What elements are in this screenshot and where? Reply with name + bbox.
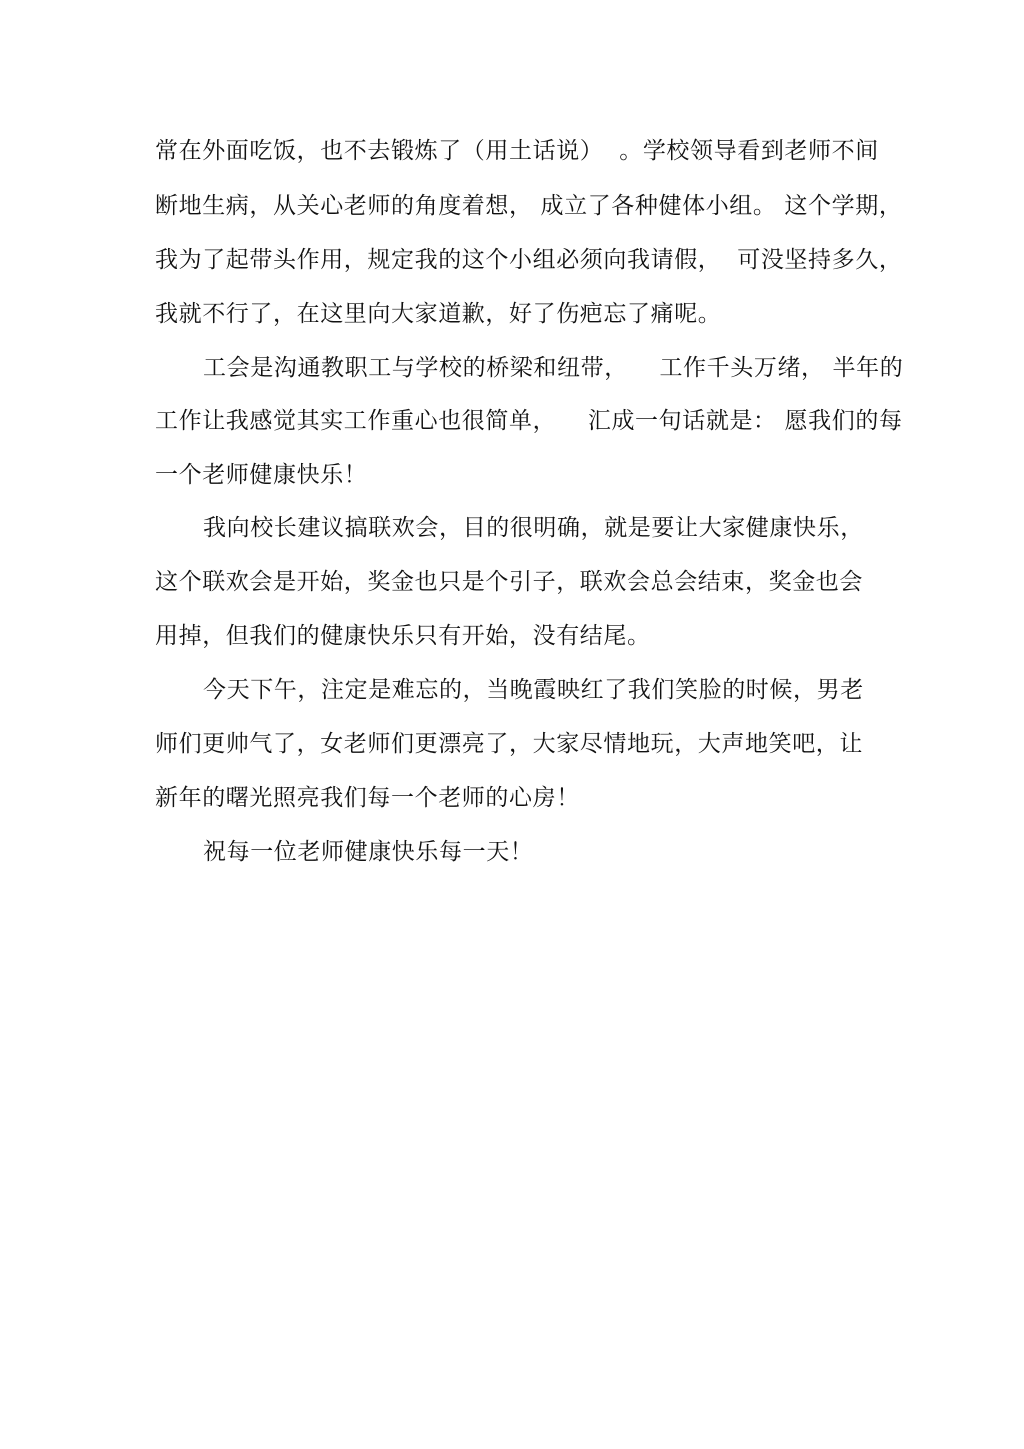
text-line: 一个老师健康快乐！ [155,462,368,488]
text-line: 这个联欢会是开始，奖金也只是个引子，联欢会总会结束，奖金也会 [155,569,863,595]
text-line: 断地生病，从关心老师的角度着想， 成立了各种健体小组。 这个学期， [155,193,903,219]
paragraph-first-line: 工会是沟通教职工与学校的桥梁和纽带， 工作千头万绪， 半年的 [203,355,904,381]
paragraph-first-line: 今天下午，注定是难忘的，当晚霞映红了我们笑脸的时候，男老 [203,677,864,703]
text-line: 师们更帅气了，女老师们更漂亮了，大家尽情地玩，大声地笑吧，让 [155,731,863,757]
text-line: 我就不行了，在这里向大家道歉，好了伤疤忘了痛呢。 [155,301,722,327]
paragraph-first-line: 我向校长建议搞联欢会，目的很明确，就是要让大家健康快乐， [203,515,864,541]
text-line: 常在外面吃饭，也不去锻炼了（用土话说） 。学校领导看到老师不间 [155,138,879,164]
text-line: 用掉，但我们的健康快乐只有开始，没有结尾。 [155,623,651,649]
text-line: 新年的曙光照亮我们每一个老师的心房！ [155,785,580,811]
closing-line: 祝每一位老师健康快乐每一天！ [203,839,534,865]
text-line: 工作让我感觉其实工作重心也很简单， 汇成一句话就是： 愿我们的每 [155,408,903,434]
text-line: 我为了起带头作用，规定我的这个小组必须向我请假， 可没坚持多久， [155,247,903,273]
